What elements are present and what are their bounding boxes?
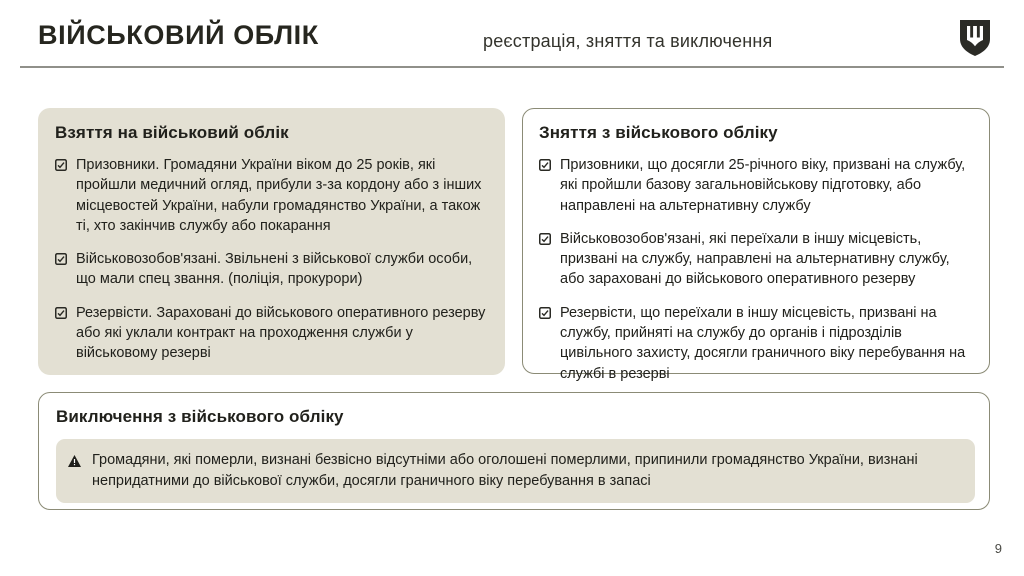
checkbox-checked-icon	[55, 251, 67, 271]
list-item	[539, 155, 971, 216]
list-item-text: Призовники. Громадяни України віком до 25 років, які пройшли медичний огляд, прибули з-за кордону або з інших місцевостей України, набули громадянство України, а також ті, хто закінчив службу або покарання	[76, 157, 482, 234]
card-registration	[38, 108, 505, 375]
trident-emblem-icon	[958, 19, 992, 57]
list-item	[55, 303, 487, 364]
list-item	[55, 249, 487, 290]
checkbox-checked-icon	[55, 305, 67, 325]
list-item-text: Резервісти. Зараховані до військового оперативного резерву або які уклали контракт на проходження служби у військовому резерві	[76, 304, 486, 362]
page-title: ВІЙСЬКОВИЙ ОБЛІК	[38, 20, 319, 50]
list-item	[55, 155, 487, 236]
checkbox-checked-icon	[539, 157, 551, 177]
page-number: 9	[994, 541, 1002, 556]
list-item	[539, 229, 971, 290]
exclusion-note-text: Громадяни, які померли, визнані безвісно відсутніми або оголошені померлими, припинили громадянство України, визнані непридатними до військової служби, досягли граничного віку перебування в запасі	[92, 452, 918, 490]
header-divider	[20, 66, 1004, 68]
card-exclusion	[38, 392, 990, 510]
checkbox-checked-icon	[539, 305, 551, 325]
page-subtitle: реєстрація, зняття та виключення	[483, 31, 773, 51]
card-removal-title: Зняття з військового обліку	[539, 123, 778, 142]
list-item-text: Призовники, що досягли 25-річного віку, призвані на службу, які пройшли базову загальновійськову підготовку, або направлені на альтернативну службу	[560, 157, 966, 214]
card-removal	[522, 108, 990, 382]
list-item-text: Військовозобов'язані, які переїхали в іншу місцевість, призвані на службу, направлені на альтернативну службу, або зараховані до військового оперативного резерву	[560, 230, 950, 288]
list-item	[539, 303, 971, 384]
warning-triangle-icon	[68, 453, 81, 474]
list-item-text: Резервісти, що переїхали в іншу місцевість, призвані на службу, прийняті на службу до органів і підрозділів цивільного захисту, досягли граничного віку перебування на службі в резерві	[560, 304, 966, 382]
card-registration-title: Взяття на військовий облік	[55, 123, 289, 142]
list-item-text: Військовозобов'язані. Звільнені з військової служби особи, що мали спец звання. (поліція, прокурори)	[76, 251, 473, 288]
checkbox-checked-icon	[539, 231, 551, 251]
card-exclusion-title: Виключення з військового обліку	[56, 407, 344, 426]
checkbox-checked-icon	[55, 157, 67, 177]
exclusion-note	[56, 439, 975, 503]
